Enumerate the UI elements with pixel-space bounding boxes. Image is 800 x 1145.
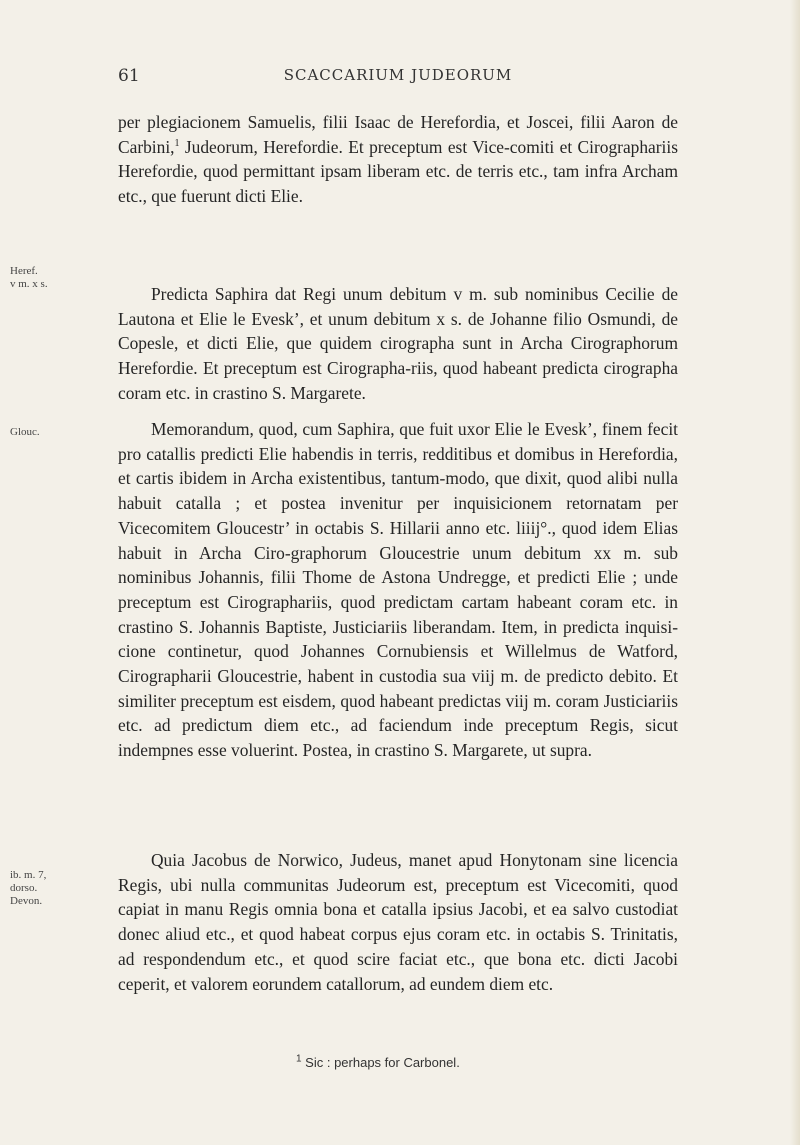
margin-note-dorso: dorso. bbox=[10, 882, 38, 894]
margin-note-heref-label: Heref. bbox=[10, 265, 38, 277]
margin-note-heref-sum: v m. x s. bbox=[10, 278, 48, 290]
paragraph-1 bbox=[118, 110, 678, 209]
footnote-reference: 1 bbox=[174, 137, 180, 149]
margin-note-devon-label: Devon. bbox=[10, 895, 43, 907]
page-header bbox=[118, 66, 678, 90]
paragraph-1-text-b: Judeorum, Herefordie. Et preceptum est Vice-comiti et Cirographariis Herefordie, quod permittant ipsam liberam etc. de terris etc., tam infra Archam etc., que fuerunt dicti Elie. bbox=[118, 136, 678, 207]
margin-note-glouc bbox=[10, 426, 70, 439]
page-number: 61 bbox=[118, 66, 140, 86]
margin-note-ib-ref: ib. m. 7, bbox=[10, 869, 47, 881]
paragraph-2: Predicta Saphira dat Regi unum debitum v m. sub nominibus Cecilie de Lautona et Elie le Evesk’, et unum debitum x s. de Johanne filio Osmundi, de Copesle, et dicti Elie, que quidem cirographa sunt in Archa Cirographorum Herefordie. Et preceptum est Cirographa-riis, quod habeant predicta cirographa coram etc. in crastino S. Margarete. bbox=[118, 284, 678, 403]
running-title: SCACCARIUM JUDEORUM bbox=[283, 66, 513, 84]
paragraph-3: Memorandum, quod, cum Saphira, que fuit uxor Elie le Evesk’, finem fecit pro catallis predicti Elie habendis in terris, redditibus et domibus in Herefordia, et cartis ibidem in Archa existentibus, tantum-modo, que dixit, quod alibi nulla habuit catalla ; et postea invenitur per inquisicionem retornatam per Vicecomitem Gloucestr’ in octabis S. Hillarii anno etc. liiij°., quod idem Elias habuit in Archa Ciro-graphorum Gloucestrie unum debitum xx m. sub nominibus Johannis, filii Thome de Astona Undregge, et predicti Elie ; unde preceptum est Cirographariis, quod predictam cartam habeant coram etc. in crastino S. Johannis Baptiste, Justiciariis liberandam. Item, in predicta inquisi-cione continetur, quod Johannes Cornubiensis et Willelmus de Watford, Cirographarii Gloucestrie, habent in custodia sua viij m. de predicto debito. Et similiter preceptum est eisdem, quod habeant predictas viij m. coram Justiciariis etc. ad predictum diem etc., ad faciendum inde preceptum Regis, sicut indempnes esse voluerint. Postea, in crastino S. Margarete, ut supra. bbox=[118, 419, 678, 761]
page-edge bbox=[790, 0, 800, 1145]
footnote-text: Sic : perhaps for Carbonel. bbox=[301, 1055, 460, 1070]
margin-note-devon bbox=[10, 869, 70, 908]
margin-note-glouc-label: Glouc. bbox=[10, 426, 40, 438]
footnote bbox=[296, 1055, 460, 1070]
footnote-marker: 1 bbox=[296, 1053, 302, 1065]
paragraph-1-text-a: per plegiacionem Samuelis, filii Isaac de Herefordia, et Joscei, filii Aaron de Carbini, bbox=[118, 112, 678, 157]
paragraph-4: Quia Jacobus de Norwico, Judeus, manet apud Honytonam sine licencia Regis, ubi nulla communitas Judeorum est, preceptum est Vicecomiti, quod capiat in manu Regis omnia bona et catalla ipsius Jacobi, et ea salvo custodiat donec aliud etc., et quod habeat corpus ejus coram etc. in octabis S. Trinitatis, ad respondendum etc., et quod scire faciat etc., que bona etc. dicti Jacobi ceperit, et valorem eorundem catallorum, ad eundem diem etc. bbox=[118, 850, 678, 994]
margin-note-heref bbox=[10, 265, 70, 291]
